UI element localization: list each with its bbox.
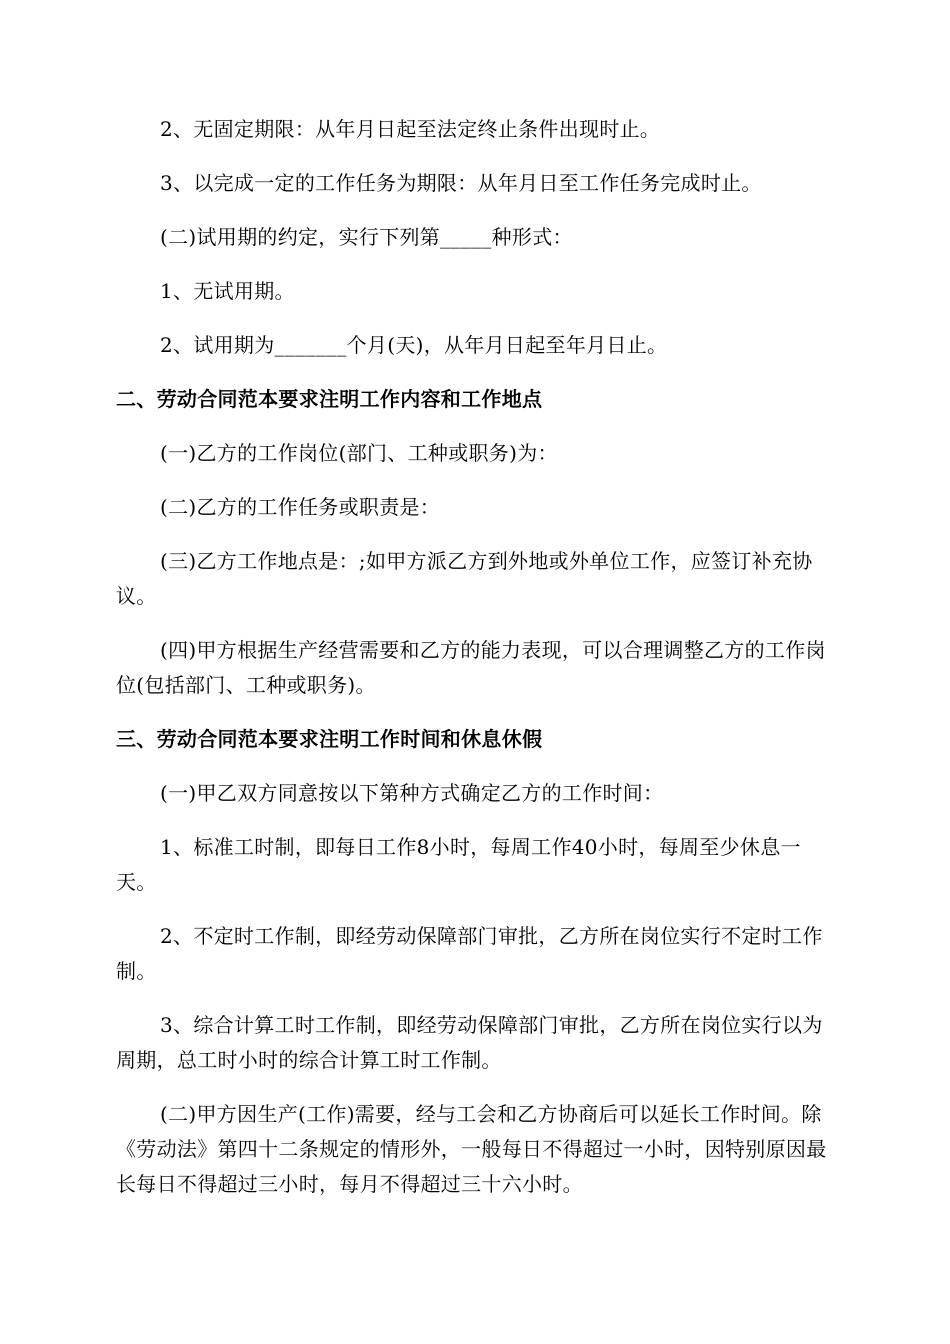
paragraph-flexible-hours: 2、不定时工作制，即经劳动保障部门审批，乙方所在岗位实行不定时工作制。	[116, 924, 823, 983]
paragraph-term-task-based: 3、以完成一定的工作任务为期限：从年月日至工作任务完成时止。	[160, 171, 762, 195]
paragraph-no-probation: 1、无试用期。	[160, 279, 295, 303]
section-heading-work-content: 二、劳动合同范本要求注明工作内容和工作地点	[116, 387, 543, 411]
paragraph-work-duties: (二)乙方的工作任务或职责是：	[160, 495, 441, 519]
paragraph-position-adjustment: (四)甲方根据生产经营需要和乙方的能力表现，可以合理调整乙方的工作岗位(包括部门、工种或职务)。	[116, 638, 826, 697]
paragraph-comprehensive-hours: 3、综合计算工时工作制，即经劳动保障部门审批，乙方所在岗位实行以为周期，总工时小时的综合计算工时工作制。	[116, 1013, 823, 1072]
paragraph-overtime: (二)甲方因生产(工作)需要，经与工会和乙方协商后可以延长工作时间。除《劳动法》第四十二条规定的情形外，一般每日不得超过一小时，因特别原因最长每日不得超过三小时，每月不得超过三十六小时。	[116, 1102, 827, 1196]
paragraph-probation-period: 2、试用期为_______个月(天)，从年月日起至年月日止。	[160, 333, 668, 357]
paragraph-standard-hours: 1、标准工时制，即每日工作8小时，每周工作40小时，每周至少休息一天。	[116, 835, 801, 894]
paragraph-work-location: (三)乙方工作地点是：;如甲方派乙方到外地或外单位工作，应签订补充协议。	[116, 549, 813, 608]
paragraph-hours-mode: (一)甲乙双方同意按以下第种方式确定乙方的工作时间：	[160, 781, 664, 805]
document-body	[116, 112, 836, 1221]
paragraph-term-open-ended: 2、无固定期限：从年月日起至法定终止条件出现时止。	[160, 117, 661, 141]
paragraph-work-position: (一)乙方的工作岗位(部门、工种或职务)为：	[160, 441, 558, 465]
section-heading-work-hours: 三、劳动合同范本要求注明工作时间和休息休假	[116, 727, 543, 751]
paragraph-probation-form: (二)试用期的约定，实行下列第_____种形式：	[160, 225, 573, 249]
